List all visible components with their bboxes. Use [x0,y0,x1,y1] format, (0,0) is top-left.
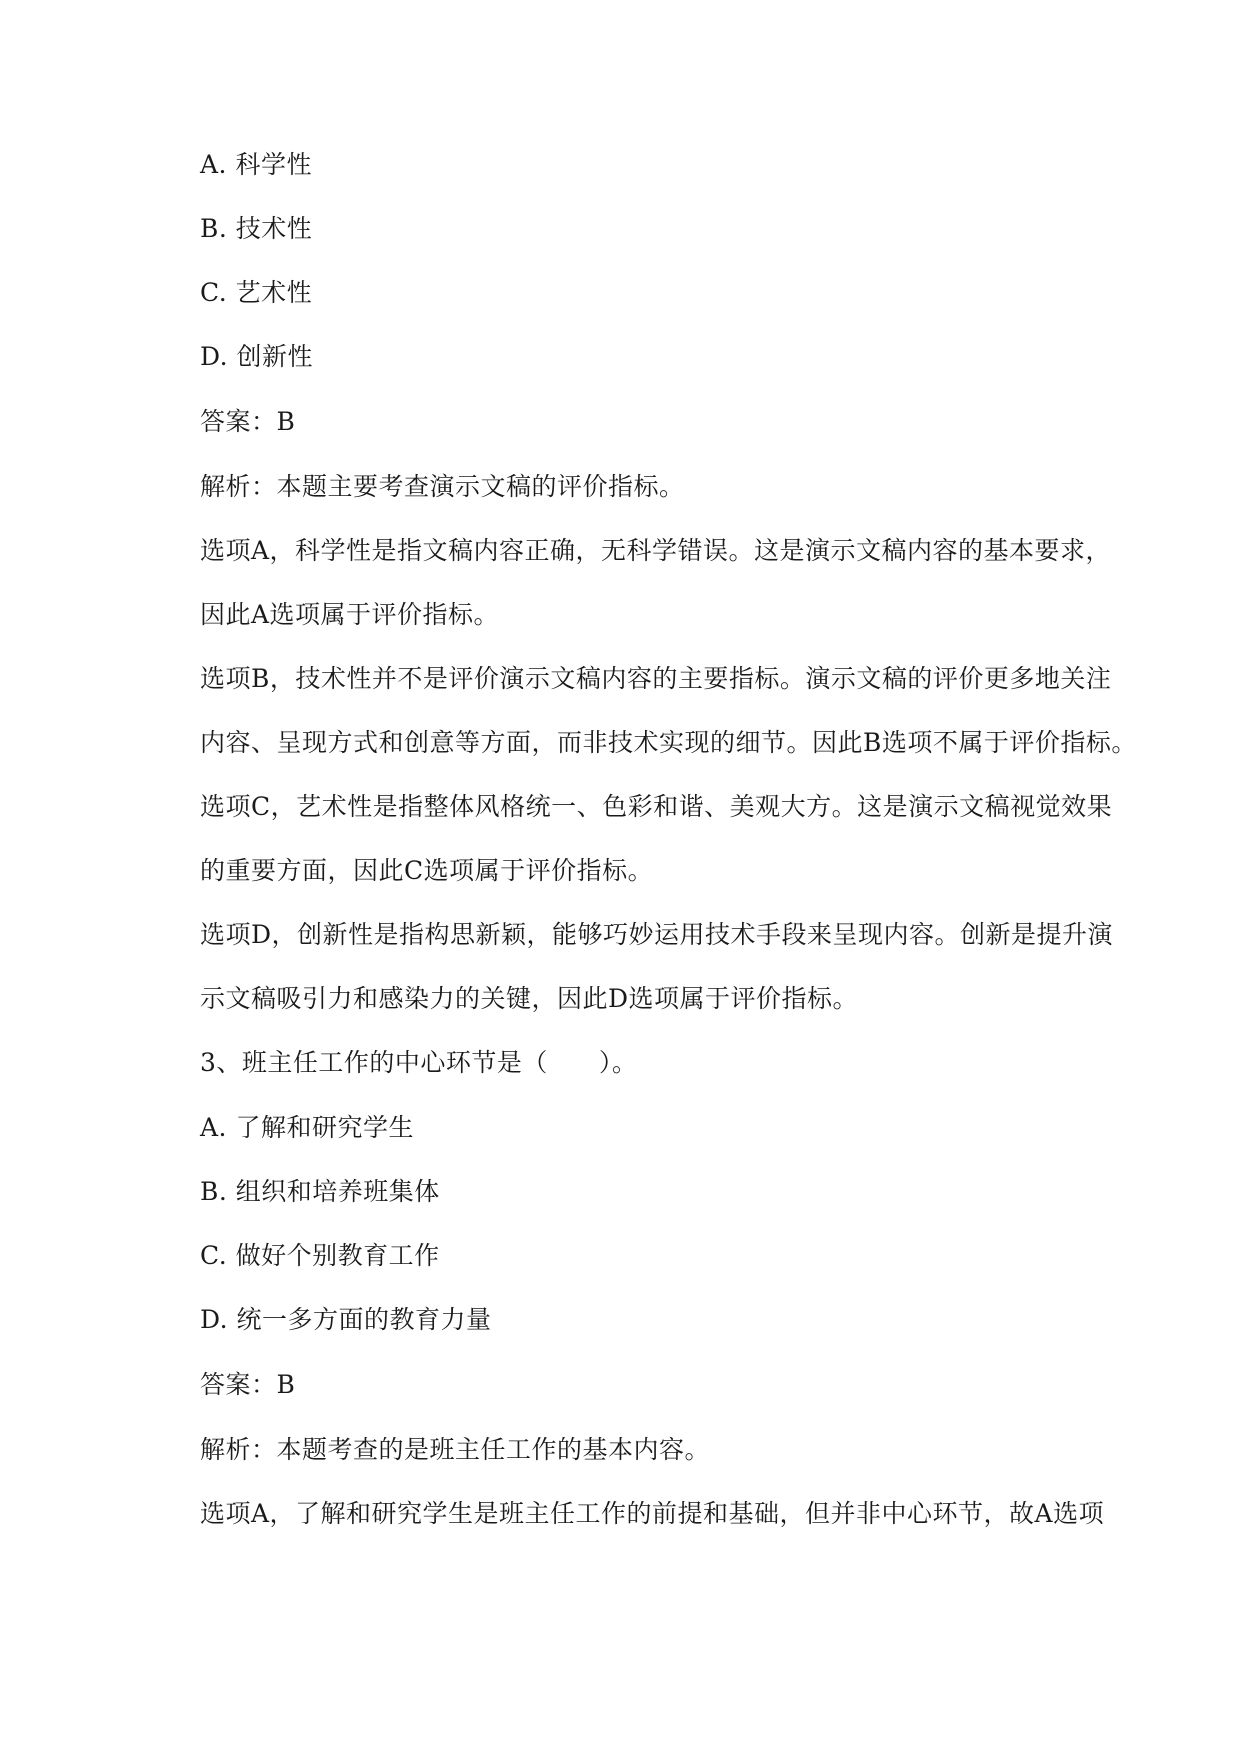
option-c-line: C. 做好个别教育工作 [200,1241,440,1270]
explanation-line: 选项A，科学性是指文稿内容正确，无科学错误。这是演示文稿内容的基本要求， [200,536,1112,565]
option-d-line: D. 统一多方面的教育力量 [200,1305,492,1334]
explanation-line: 选项B，技术性并不是评价演示文稿内容的主要指标。演示文稿的评价更多地关注 [200,664,1112,693]
answer-line: 答案：B [200,1370,296,1399]
option-c-line: C. 艺术性 [200,278,313,307]
explanation-line: 的重要方面，因此C选项属于评价指标。 [200,856,654,885]
analysis-line: 解析：本题主要考查演示文稿的评价指标。 [200,472,685,501]
explanation-line: 选项A，了解和研究学生是班主任工作的前提和基础，但并非中心环节，故A选项 [200,1499,1105,1528]
option-d-line: D. 创新性 [200,342,314,371]
option-b-line: B. 技术性 [200,214,313,243]
explanation-line: 示文稿吸引力和感染力的关键，因此D选项属于评价指标。 [200,984,859,1013]
explanation-line: 选项C，艺术性是指整体风格统一、色彩和谐、美观大方。这是演示文稿视觉效果 [200,792,1113,821]
explanation-line: 选项D，创新性是指构思新颖，能够巧妙运用技术手段来呈现内容。创新是提升演 [200,920,1114,949]
question-line: 3、班主任工作的中心环节是（ ）。 [200,1048,638,1077]
option-a-line: A. 了解和研究学生 [200,1113,414,1142]
answer-line: 答案：B [200,407,296,436]
analysis-line: 解析：本题考查的是班主任工作的基本内容。 [200,1435,711,1464]
option-a-line: A. 科学性 [200,150,312,179]
option-b-line: B. 组织和培养班集体 [200,1177,440,1206]
explanation-line: 内容、呈现方式和创意等方面，而非技术实现的细节。因此B选项不属于评价指标。 [200,728,1137,757]
explanation-line: 因此A选项属于评价指标。 [200,600,500,629]
